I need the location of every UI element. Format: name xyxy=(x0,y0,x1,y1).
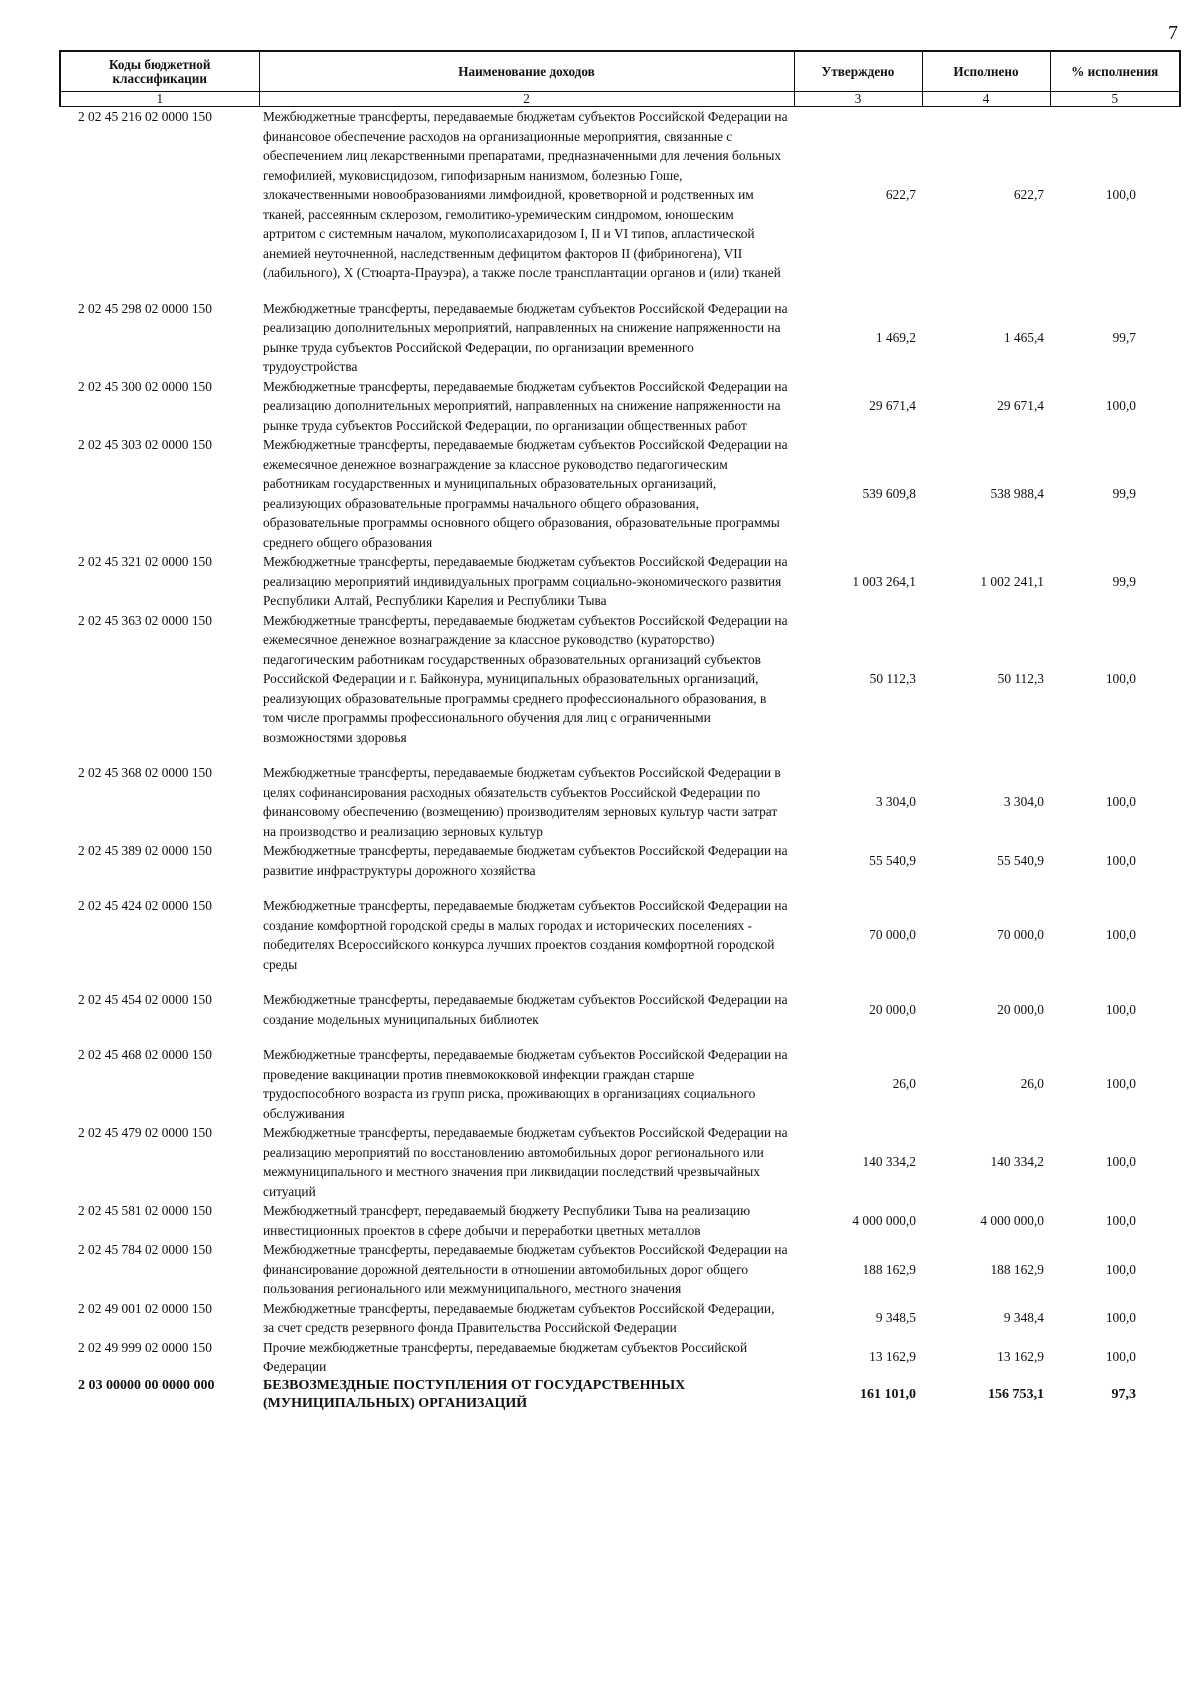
execution-percent: 100,0 xyxy=(1105,187,1136,202)
budget-code: 2 02 45 389 02 0000 150 xyxy=(78,843,212,858)
table-row xyxy=(60,107,1180,299)
budget-code: 2 02 45 298 02 0000 150 xyxy=(78,300,212,316)
revenue-name: Межбюджетные трансферты, передаваемые бюджетам субъектов Российской Федерации на реализацию дополнительных мероприятий, направленных на снижение напряженности на рынке труда субъектов Российской Федерации, по организации временного трудоустройства xyxy=(263,300,788,374)
executed-amount: 156 753,1 xyxy=(988,1386,1044,1402)
approved-amount: 29 671,4 xyxy=(869,398,916,413)
budget-code: 2 02 45 784 02 0000 150 xyxy=(78,1242,212,1257)
executed-amount: 140 334,2 xyxy=(990,1154,1044,1170)
approved-amount: 13 162,9 xyxy=(869,1349,916,1365)
approved-amount: 622,7 xyxy=(885,187,916,202)
header-name: Наименование доходов xyxy=(259,51,794,92)
revenue-table xyxy=(59,50,1181,1413)
approved-amount: 55 540,9 xyxy=(869,852,916,868)
approved-amount: 140 334,2 xyxy=(862,1154,916,1170)
budget-code: 2 02 45 454 02 0000 150 xyxy=(78,992,212,1007)
execution-percent: 99,9 xyxy=(1112,485,1136,501)
header-approved: Утверждено xyxy=(794,51,922,92)
budget-code: 2 02 45 300 02 0000 150 xyxy=(78,378,212,394)
column-number: 5 xyxy=(1050,92,1180,107)
revenue-name: Межбюджетные трансферты, передаваемые бюджетам субъектов Российской Федерации на ежемесячное денежное вознаграждение за классное руководство педагогическим работникам государственных и муниципальных образовательных организаций, реализующих образовательные программы начального общего образования, образовательные программы основного общего образования, образовательные программы среднего общего образования xyxy=(263,437,788,550)
executed-amount: 1 465,4 xyxy=(1003,329,1044,345)
table-body xyxy=(60,107,1180,1413)
table-row xyxy=(60,377,1180,436)
execution-percent: 100,0 xyxy=(1105,398,1136,413)
column-number: 2 xyxy=(259,92,794,107)
approved-amount: 161 101,0 xyxy=(860,1386,916,1402)
budget-code: 2 02 45 468 02 0000 150 xyxy=(78,1047,212,1062)
execution-percent: 100,0 xyxy=(1105,671,1136,686)
table-row xyxy=(60,763,1180,841)
execution-percent: 97,3 xyxy=(1111,1386,1136,1402)
table-row xyxy=(60,990,1180,1045)
budget-code: 2 02 45 424 02 0000 150 xyxy=(78,898,212,913)
budget-code: 2 02 45 368 02 0000 150 xyxy=(78,765,212,780)
executed-amount: 13 162,9 xyxy=(997,1349,1044,1365)
executed-amount: 3 304,0 xyxy=(1003,794,1044,810)
revenue-name: Межбюджетные трансферты, передаваемые бюджетам субъектов Российской Федерации на финансовое обеспечение расходов на организационные мероприятия, связанные с обеспечением лиц лекарственными препаратами, предназначенными для лечения больных гемофилией, муковисцидозом, гипофизарным нанизмом, болезнью Гоше, злокачественными новообразованиями лимфоидной, кроветворной и родственных им тканей, рассеянным склерозом, гемолитико-уремическим синдромом, юношеским артритом с системным началом, мукополисахаридозом I, II и VI типов, апластической анемией неуточненной, наследственным дефицитом факторов II (фибриногена), VII (лабильного), X (Стюарта-Прауэра), а также после трансплантации органов и (или) тканей xyxy=(263,109,788,280)
executed-amount: 188 162,9 xyxy=(990,1261,1044,1277)
budget-code: 2 02 45 581 02 0000 150 xyxy=(78,1203,212,1218)
execution-percent: 100,0 xyxy=(1105,927,1136,943)
table-row-total xyxy=(60,1377,1180,1413)
header-codes: Коды бюджетной классификации xyxy=(60,51,259,92)
budget-code: 2 02 45 363 02 0000 150 xyxy=(78,612,212,628)
approved-amount: 4 000 000,0 xyxy=(852,1212,916,1228)
approved-amount: 50 112,3 xyxy=(869,671,916,686)
execution-percent: 100,0 xyxy=(1105,794,1136,810)
approved-amount: 3 304,0 xyxy=(875,794,916,810)
column-number-row xyxy=(60,92,1180,107)
approved-amount: 20 000,0 xyxy=(869,1001,916,1017)
table-row xyxy=(60,896,1180,990)
revenue-name: Межбюджетный трансферт, передаваемый бюджету Республики Тыва на реализацию инвестиционных проектов в сфере добычи и переработки цветных металлов xyxy=(263,1203,751,1238)
column-number: 4 xyxy=(922,92,1050,107)
approved-amount: 26,0 xyxy=(892,1076,916,1092)
execution-percent: 100,0 xyxy=(1105,1261,1136,1277)
executed-amount: 29 671,4 xyxy=(997,398,1044,413)
execution-percent: 100,0 xyxy=(1105,1076,1136,1092)
table-row xyxy=(60,1123,1180,1201)
revenue-name: Межбюджетные трансферты, передаваемые бюджетам субъектов Российской Федерации на реализацию мероприятий индивидуальных программ социально-экономического развития Республики Алтай, Республики Карелия и Республики Тыва xyxy=(263,554,788,608)
page-number: 7 xyxy=(1168,22,1178,44)
header-executed: Исполнено xyxy=(922,51,1050,92)
budget-code: 2 02 49 999 02 0000 150 xyxy=(78,1339,212,1355)
executed-amount: 55 540,9 xyxy=(997,852,1044,868)
table-row xyxy=(60,1240,1180,1299)
revenue-name: Межбюджетные трансферты, передаваемые бюджетам субъектов Российской Федерации на создание модельных муниципальных библиотек xyxy=(263,992,788,1027)
approved-amount: 70 000,0 xyxy=(869,927,916,943)
table-row xyxy=(60,1201,1180,1240)
revenue-name: БЕЗВОЗМЕЗДНЫЕ ПОСТУПЛЕНИЯ ОТ ГОСУДАРСТВЕННЫХ (МУНИЦИПАЛЬНЫХ) ОРГАНИЗАЦИЙ xyxy=(263,1377,686,1411)
table-row xyxy=(60,841,1180,896)
approved-amount: 1 003 264,1 xyxy=(852,573,916,589)
table-row xyxy=(60,435,1180,552)
table-row xyxy=(60,1045,1180,1123)
execution-percent: 100,0 xyxy=(1105,1310,1136,1326)
budget-code: 2 02 45 216 02 0000 150 xyxy=(78,109,212,124)
budget-code: 2 02 49 001 02 0000 150 xyxy=(78,1300,212,1316)
execution-percent: 100,0 xyxy=(1105,1212,1136,1228)
execution-percent: 99,7 xyxy=(1112,329,1136,345)
executed-amount: 50 112,3 xyxy=(997,671,1044,686)
execution-percent: 99,9 xyxy=(1112,573,1136,589)
table-row xyxy=(60,299,1180,377)
approved-amount: 188 162,9 xyxy=(862,1261,916,1277)
executed-amount: 1 002 241,1 xyxy=(980,573,1044,589)
execution-percent: 100,0 xyxy=(1105,852,1136,868)
executed-amount: 4 000 000,0 xyxy=(980,1212,1044,1228)
approved-amount: 1 469,2 xyxy=(875,329,916,345)
executed-amount: 622,7 xyxy=(1013,187,1044,202)
budget-code: 2 03 00000 00 0000 000 xyxy=(78,1377,215,1393)
executed-amount: 538 988,4 xyxy=(990,485,1044,501)
budget-code: 2 02 45 321 02 0000 150 xyxy=(78,554,212,569)
revenue-name: Межбюджетные трансферты, передаваемые бюджетам субъектов Российской Федерации в целях софинансирования расходных обязательств субъектов Российской Федерации по финансовому обеспечению (возмещению) производителям зерновых культур части затрат на производство и реализацию зерновых культур xyxy=(263,765,781,839)
column-number: 1 xyxy=(60,92,259,107)
execution-percent: 100,0 xyxy=(1105,1349,1136,1365)
revenue-name: Межбюджетные трансферты, передаваемые бюджетам субъектов Российской Федерации на реализацию мероприятий по восстановлению автомобильных дорог регионального или межмуниципального и местного значения при ликвидации последствий чрезвычайных ситуаций xyxy=(263,1125,788,1199)
table-row xyxy=(60,1338,1180,1377)
column-number: 3 xyxy=(794,92,922,107)
table-header-row xyxy=(60,51,1180,92)
revenue-name: Межбюджетные трансферты, передаваемые бюджетам субъектов Российской Федерации, за счет средств резервного фонда Правительства Российской Федерации xyxy=(263,1300,775,1335)
revenue-name: Межбюджетные трансферты, передаваемые бюджетам субъектов Российской Федерации на проведение вакцинации против пневмококковой инфекции граждан старше трудоспособного возраста из групп риска, проживающих в организациях социального обслуживания xyxy=(263,1047,788,1121)
revenue-name: Межбюджетные трансферты, передаваемые бюджетам субъектов Российской Федерации на финансирование дорожной деятельности в отношении автомобильных дорог общего пользования регионального или межмуниципального, местного значения xyxy=(263,1242,788,1296)
revenue-name: Прочие межбюджетные трансферты, передаваемые бюджетам субъектов Российской Федерации xyxy=(263,1339,748,1374)
revenue-name: Межбюджетные трансферты, передаваемые бюджетам субъектов Российской Федерации на создание комфортной городской среды в малых городах и исторических поселениях - победителях Всероссийского конкурса лучших проектов создания комфортной городской среды xyxy=(263,898,788,972)
revenue-name: Межбюджетные трансферты, передаваемые бюджетам субъектов Российской Федерации на развитие инфраструктуры дорожного хозяйства xyxy=(263,843,788,878)
table-row xyxy=(60,552,1180,611)
execution-percent: 100,0 xyxy=(1105,1154,1136,1170)
header-percent: % исполнения xyxy=(1050,51,1180,92)
budget-code: 2 02 45 479 02 0000 150 xyxy=(78,1125,212,1140)
approved-amount: 9 348,5 xyxy=(875,1310,916,1326)
revenue-name: Межбюджетные трансферты, передаваемые бюджетам субъектов Российской Федерации на ежемесячное денежное вознаграждение за классное руководство (кураторство) педагогическим работникам государственных образовательных организаций субъектов Российской Федерации и г. Байконура, муниципальных образовательных организаций, реализующих образовательные программы среднего профессионального образования, в том числе программы профессионального обучения для лиц с ограниченными возможностями здоровья xyxy=(263,612,788,745)
table-row xyxy=(60,1299,1180,1338)
executed-amount: 9 348,4 xyxy=(1003,1310,1044,1326)
table-row xyxy=(60,611,1180,764)
revenue-name: Межбюджетные трансферты, передаваемые бюджетам субъектов Российской Федерации на реализацию дополнительных мероприятий, направленных на снижение напряженности на рынке труда субъектов Российской Федерации, по организации общественных работ xyxy=(263,378,788,433)
executed-amount: 70 000,0 xyxy=(997,927,1044,943)
executed-amount: 26,0 xyxy=(1020,1076,1044,1092)
budget-code: 2 02 45 303 02 0000 150 xyxy=(78,437,212,452)
executed-amount: 20 000,0 xyxy=(997,1001,1044,1017)
execution-percent: 100,0 xyxy=(1105,1001,1136,1017)
approved-amount: 539 609,8 xyxy=(862,485,916,501)
